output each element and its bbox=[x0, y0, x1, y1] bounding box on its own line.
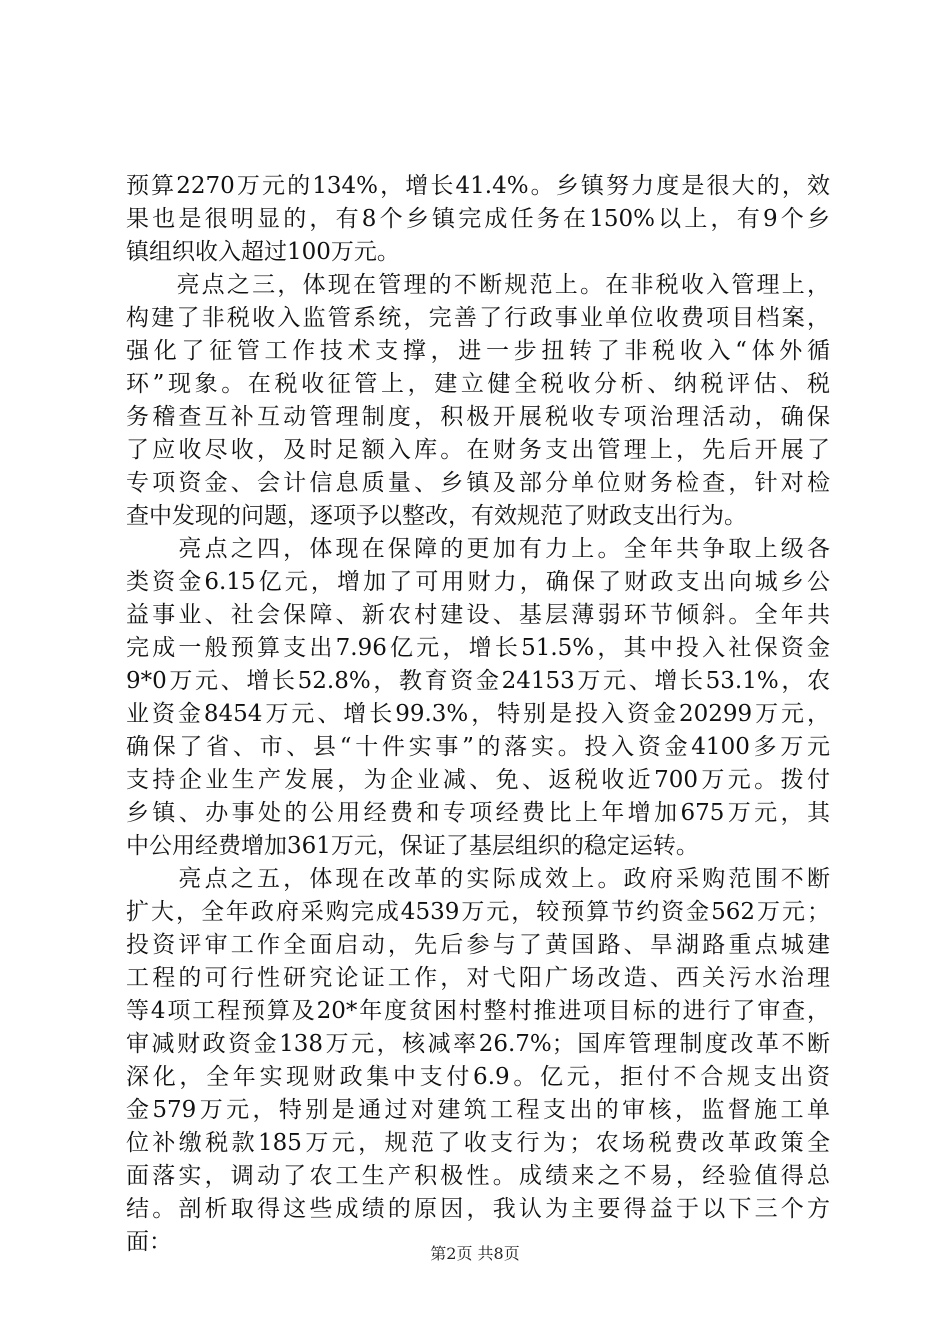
text-line: 乡镇、办事处的公用经费和专项经费比上年增加675万元，其 bbox=[126, 800, 830, 826]
text-line: 了应收尽收，及时足额入库。在财务支出管理上，先后开展了 bbox=[126, 437, 830, 463]
body-text bbox=[126, 170, 830, 1259]
text-line: 专项资金、会计信息质量、乡镇及部分单位财务检查，针对检 bbox=[126, 470, 830, 496]
text-line: 果也是很明显的，有8个乡镇完成任务在150%以上，有9个乡 bbox=[126, 206, 830, 232]
text-line: 构建了非税收入监管系统，完善了行政事业单位收费项目档案， bbox=[126, 305, 830, 331]
page-footer: 第2页 共8页 bbox=[430, 1244, 520, 1263]
text-line: 审减财政资金138万元，核减率26.7%；国库管理制度改革不断 bbox=[126, 1031, 830, 1057]
text-line: 支持企业生产发展，为企业减、免、返税收近700万元。拨付 bbox=[126, 767, 830, 793]
text-line: 工程的可行性研究论证工作，对弋阳广场改造、西关污水治理 bbox=[126, 965, 830, 991]
text-line: 预算2270万元的134%，增长41.4%。乡镇努力度是很大的，效 bbox=[126, 173, 830, 199]
text-line: 深化，全年实现财政集中支付6.9。亿元，拒付不合规支出资 bbox=[126, 1064, 830, 1090]
text-line: 镇组织收入超过100万元。 bbox=[126, 239, 400, 265]
text-line: 环”现象。在税收征管上，建立健全税收分析、纳税评估、税 bbox=[126, 371, 830, 397]
text-line: 面落实，调动了农工生产积极性。成绩来之不易，经验值得总 bbox=[126, 1163, 830, 1189]
text-line: 9*0万元、增长52.8%，教育资金24153万元、增长53.1%，农 bbox=[126, 668, 830, 694]
text-line: 中公用经费增加361万元，保证了基层组织的稳定运转。 bbox=[126, 833, 699, 859]
text-line: 类资金6.15亿元，增加了可用财力，确保了财政支出向城乡公 bbox=[126, 569, 830, 595]
text-line: 金579万元，特别是通过对建筑工程支出的审核，监督施工单 bbox=[126, 1097, 830, 1123]
text-line: 完成一般预算支出7.96亿元，增长51.5%，其中投入社保资金 bbox=[126, 635, 830, 661]
text-line: 业资金8454万元、增长99.3%，特别是投入资金20299万元， bbox=[126, 701, 830, 727]
text-line: 查中发现的问题，逐项予以整改，有效规范了财政支出行为。 bbox=[126, 503, 747, 529]
text-line: 亮点之五，体现在改革的实际成效上。政府采购范围不断 bbox=[126, 866, 830, 892]
text-line: 确保了省、市、县“十件实事”的落实。投入资金4100多万元 bbox=[126, 734, 830, 760]
text-line: 面： bbox=[126, 1229, 172, 1255]
text-line: 扩大，全年政府采购完成4539万元，较预算节约资金562万元； bbox=[126, 899, 830, 925]
text-line: 强化了征管工作技术支撑，进一步扭转了非税收入“体外循 bbox=[126, 338, 830, 364]
text-line: 益事业、社会保障、新农村建设、基层薄弱环节倾斜。全年共 bbox=[126, 602, 830, 628]
text-line: 结。剖析取得这些成绩的原因，我认为主要得益于以下三个方 bbox=[126, 1196, 830, 1222]
text-line: 投资评审工作全面启动，先后参与了黄国路、旱湖路重点城建 bbox=[126, 932, 830, 958]
text-line: 亮点之三，体现在管理的不断规范上。在非税收入管理上， bbox=[126, 272, 830, 298]
text-line: 亮点之四，体现在保障的更加有力上。全年共争取上级各 bbox=[126, 536, 830, 562]
text-line: 务稽查互补互动管理制度，积极开展税收专项治理活动，确保 bbox=[126, 404, 830, 430]
text-line: 位补缴税款185万元，规范了收支行为；农场税费改革政策全 bbox=[126, 1130, 830, 1156]
text-line: 等4项工程预算及20*年度贫困村整村推进项目标的进行了审查， bbox=[126, 998, 830, 1024]
